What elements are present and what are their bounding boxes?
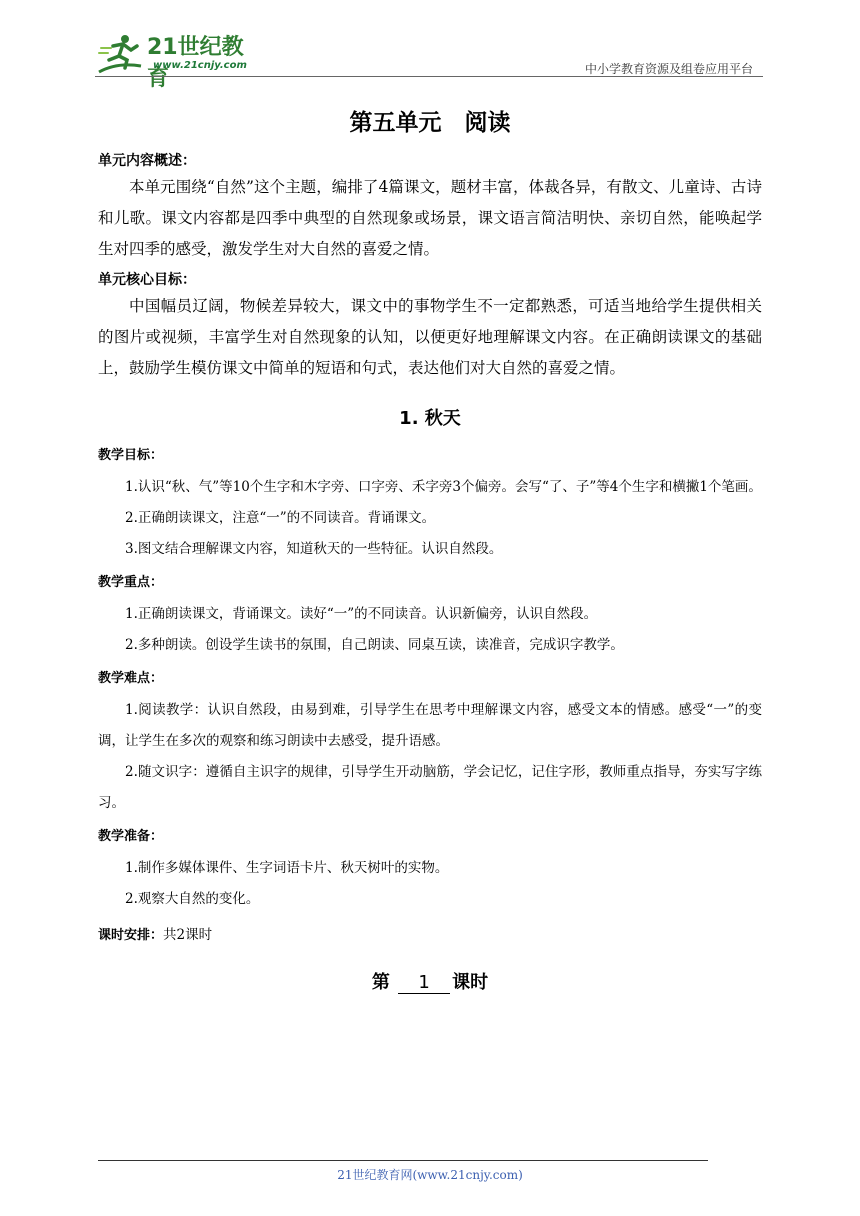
- logo-text: 21世纪教育: [147, 35, 244, 91]
- page-header: [95, 26, 763, 91]
- footer-divider: [98, 1160, 708, 1161]
- list-item: 2.随文识字：遵循自主识字的规律，引导学生开动脑筋，学会记忆，记住字形，教师重点指导，夯实写字练习。: [98, 764, 762, 811]
- lesson-title: 1. 秋天: [399, 408, 461, 429]
- logo-url: www.21cnjy.com: [153, 60, 247, 71]
- logo: [95, 32, 265, 91]
- platform-name: 中小学教育资源及组卷应用平台: [584, 62, 753, 76]
- period-number: 1: [398, 972, 450, 994]
- list-item: 1.制作多媒体课件、生字词语卡片、秋天树叶的实物。: [125, 860, 449, 876]
- section-label: 教学难点：: [98, 671, 164, 686]
- section-preparation: [98, 827, 762, 915]
- list-item: 1.正确朗读课文，背诵课文。读好“一”的不同读音。认识新偏旁，认识自然段。: [125, 606, 598, 622]
- schedule-value: 共2课时: [163, 927, 213, 943]
- document-body: [98, 150, 762, 994]
- footer-text: 21世纪教育网(www.21cnjy.com): [337, 1168, 523, 1182]
- period-heading: [98, 968, 762, 994]
- header-divider: [95, 76, 763, 77]
- schedule-label: 课时安排：: [98, 928, 164, 943]
- period-prefix: 第: [371, 972, 390, 993]
- section-label: 教学准备：: [98, 829, 164, 844]
- core-goal-label: 单元核心目标：: [98, 272, 196, 288]
- list-item: 3.图文结合理解课文内容，知道秋天的一些特征。认识自然段。: [125, 541, 503, 557]
- section-objectives: [98, 446, 762, 565]
- list-item: 2.正确朗读课文，注意“一”的不同读音。背诵课文。: [125, 510, 436, 526]
- section-label: 教学重点：: [98, 575, 164, 590]
- section-key-points: [98, 573, 762, 661]
- runner-logo-icon: [95, 32, 145, 76]
- list-item: 2.观察大自然的变化。: [125, 891, 260, 907]
- schedule-row: [98, 925, 762, 946]
- period-suffix: 课时: [452, 972, 489, 993]
- page-title: 第五单元 阅读: [349, 110, 511, 136]
- section-label: 教学目标：: [98, 448, 164, 463]
- list-item: 1.阅读教学：认识自然段，由易到难，引导学生在思考中理解课文内容，感受文本的情感。感受“一”的变调，让学生在多次的观察和练习朗读中去感受，提升语感。: [98, 702, 762, 749]
- overview-text: 本单元围绕“自然”这个主题，编排了4篇课文，题材丰富，体裁各异，有散文、儿童诗、古诗和儿歌。课文内容都是四季中典型的自然现象或场景，课文语言简洁明快、亲切自然，能唤起学生对四季的感受，激发学生对大自然的喜爱之情。: [98, 178, 762, 258]
- list-item: 1.认识“秋、气”等10个生字和木字旁、口字旁、禾字旁3个偏旁。会写“了、子”等4个生字和横撇1个笔画。: [125, 479, 762, 495]
- list-item: 2.多种朗读。创设学生读书的氛围，自己朗读、同桌互读，读准音，完成识字教学。: [125, 637, 624, 653]
- overview-label: 单元内容概述：: [98, 153, 196, 169]
- core-goal-text: 中国幅员辽阔，物候差异较大，课文中的事物学生不一定都熟悉，可适当地给学生提供相关的图片或视频，丰富学生对自然现象的认知，以便更好地理解课文内容。在正确朗读课文的基础上，鼓励学生模仿课文中简单的短语和句式，表达他们对大自然的喜爱之情。: [98, 297, 762, 377]
- section-difficulties: [98, 669, 762, 819]
